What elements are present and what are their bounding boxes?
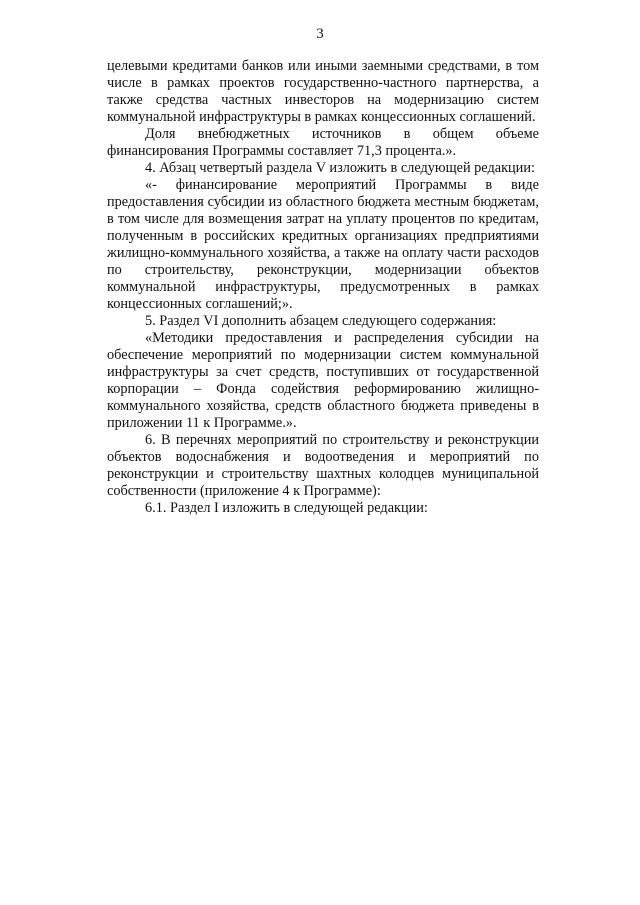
paragraph: «Методики предоставления и распределения субсидии на обеспечение мероприятий по модернизации систем коммунальной инфраструктуры за счет средств, поступивших от государственной корпорации – Фонда содействия реформированию жилищно-коммунального хозяйства, средств областного бюджета приведены в приложении 11 к Программе.».	[107, 330, 539, 431]
paragraph: 5. Раздел VI дополнить абзацем следующего содержания:	[145, 313, 497, 329]
paragraph: целевыми кредитами банков или иными заемными средствами, в том числе в рамках проектов государственно-частного партнерства, а также средства частных инвесторов на модернизацию систем коммунальной инфраструктуры в рамках концессионных соглашений.	[107, 58, 539, 125]
paragraph: Доля внебюджетных источников в общем объеме финансирования Программы составляет 71,3 процента.».	[107, 126, 539, 159]
paragraph: 6. В перечнях мероприятий по строительству и реконструкции объектов водоснабжения и водоотведения и мероприятий по реконструкции и строительству шахтных колодцев муниципальной собственности (приложение 4 к Программе):	[107, 432, 539, 499]
document-body	[107, 58, 539, 517]
paragraph: «- финансирование мероприятий Программы в виде предоставления субсидии из областного бюджета местным бюджетам, в том числе для возмещения затрат на уплату процентов по кредитам, полученным в российских кредитных организациях предприятиями жилищно-коммунального хозяйства, а также на оплату части расходов по строительству, реконструкции, модернизации объектов коммунальной инфраструктуры, предусмотренных в рамках концессионных соглашений;».	[107, 177, 539, 312]
paragraph: 6.1. Раздел I изложить в следующей редакции:	[145, 500, 428, 516]
paragraph: 4. Абзац четвертый раздела V изложить в следующей редакции:	[145, 160, 535, 176]
page-number: 3	[316, 26, 324, 42]
